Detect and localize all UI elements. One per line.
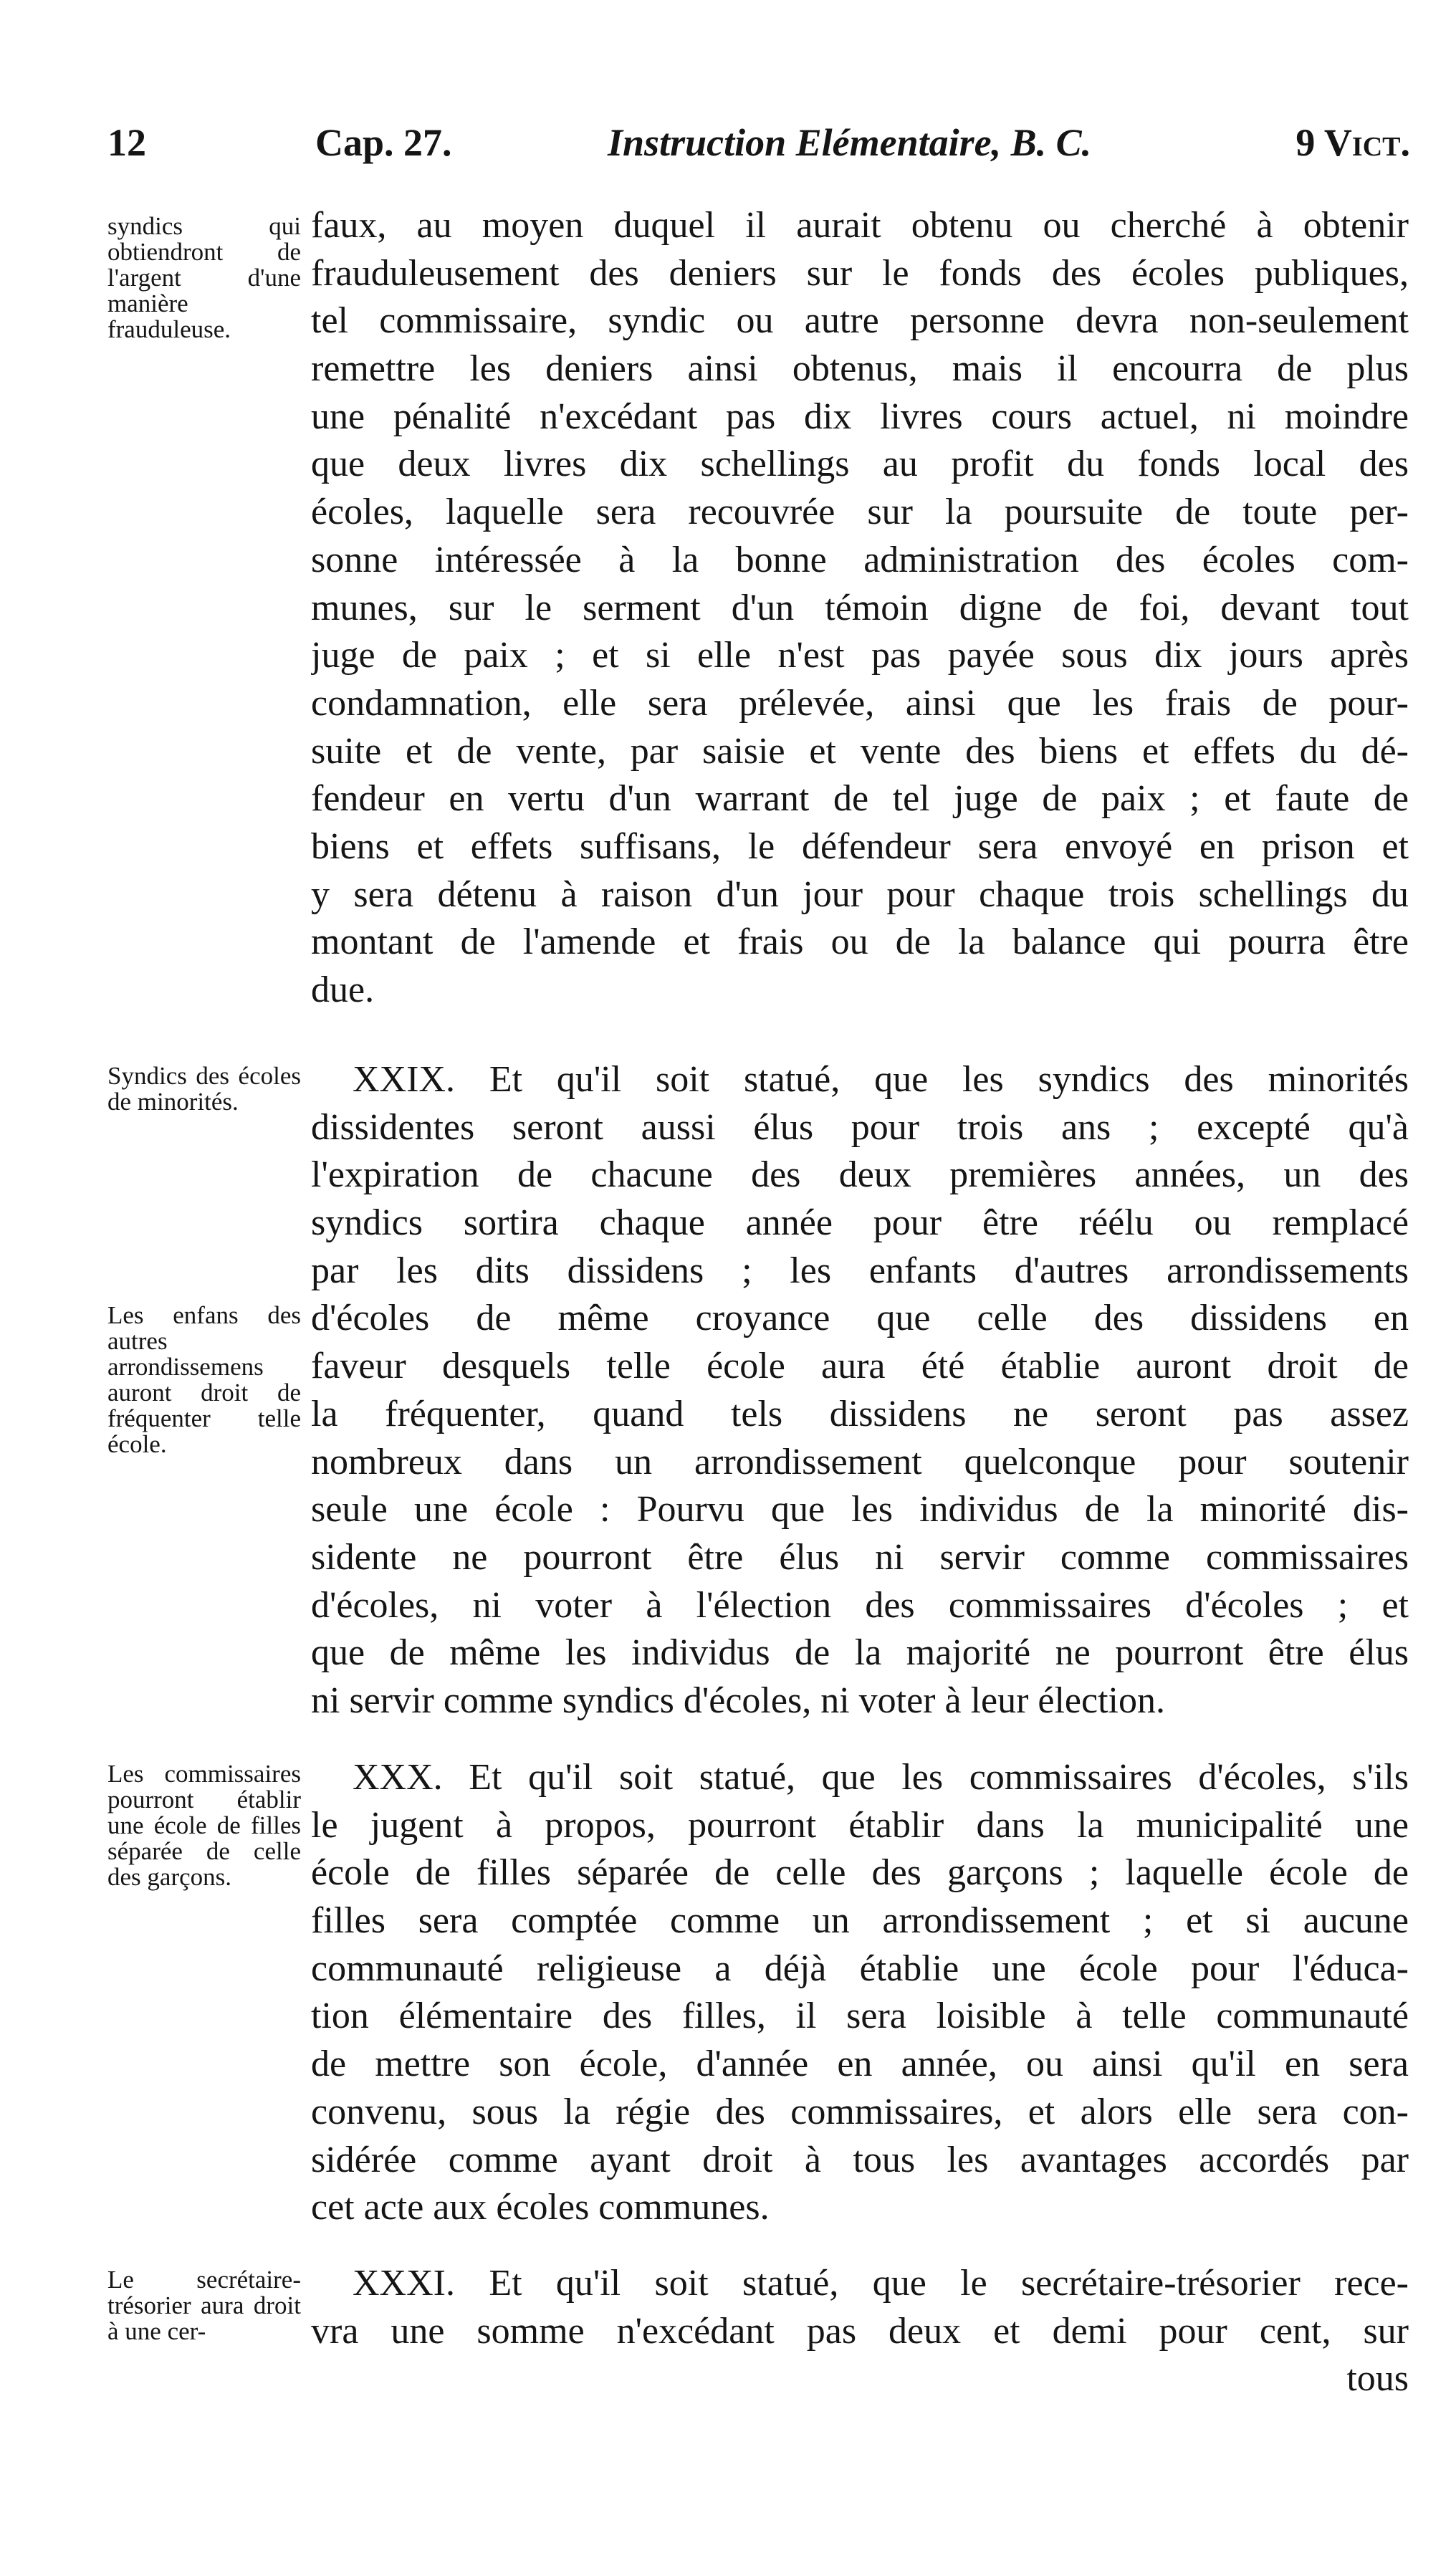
section-number: XXX. xyxy=(353,1757,443,1798)
catchword: tous xyxy=(1346,2358,1409,2400)
text-line: nombreux dans un arrondissement quelconque pour soutenir xyxy=(311,1441,1409,1482)
text-line: école de filles séparée de celle des garçons ; laquelle école de xyxy=(311,1852,1409,1894)
chapter-label: Cap. 27. xyxy=(315,121,452,164)
text-line: que deux livres dix schellings au profit du fonds local des xyxy=(311,444,1409,485)
text-line: seule une école : Pourvu que les individus de la minorité dis- xyxy=(311,1489,1409,1530)
margin-note: syndics qui obtiendront de l'argent d'une manière frauduleuse. xyxy=(107,212,301,343)
text-line: XXIX. Et qu'il soit statué, que les syndics des minorités xyxy=(353,1059,1409,1100)
text-line: le jugent à propos, pourront établir dans la municipalité une xyxy=(311,1804,1409,1846)
page-number: 12 xyxy=(107,121,146,164)
text-line: sidente ne pourront être élus ni servir comme commissaires xyxy=(311,1536,1409,1578)
paragraph xyxy=(311,202,1409,1015)
text-line: convenu, sous la régie des commissaires, et alors elle sera con- xyxy=(311,2091,1409,2132)
margin-note: Syndics des écoles de minorités. xyxy=(107,1062,301,1116)
margin-note: Le secrétaire-trésorier aura droit à une cer- xyxy=(107,2266,301,2345)
running-title: Instruction Elémentaire, B. C. xyxy=(608,121,1092,164)
text-line: dissidentes seront aussi élus pour trois ans ; excepté qu'à xyxy=(311,1106,1409,1148)
text-line: condamnation, elle sera prélevée, ainsi que les frais de pour- xyxy=(311,682,1409,724)
text-line: de mettre son école, d'année en année, ou ainsi qu'il en sera xyxy=(311,2044,1409,2085)
text-line: sonne intéressée à la bonne administration des écoles com- xyxy=(311,539,1409,580)
section-number: XXXI. xyxy=(353,2263,455,2304)
text-line: l'expiration de chacune des deux premières années, un des xyxy=(311,1154,1409,1196)
text-line: montant de l'amende et frais ou de la balance qui pourra être xyxy=(311,921,1409,963)
text-line: tel commissaire, syndic ou autre personne devra non-seulement xyxy=(311,300,1409,342)
text-line: biens et effets suffisans, le défendeur sera envoyé en prison et xyxy=(311,825,1409,867)
text-line: XXX. Et qu'il soit statué, que les commissaires d'écoles, s'ils xyxy=(353,1757,1409,1798)
margin-note: Les enfans des autres arrondissemens auront droit de fréquenter telle école. xyxy=(107,1301,301,1458)
text-line: que de même les individus de la majorité ne pourront être élus xyxy=(311,1632,1409,1674)
margin-note: Les commissaires pourront établir une école de filles séparée de celle des garçons. xyxy=(107,1760,301,1891)
text-line: faux, au moyen duquel il aurait obtenu ou cherché à obtenir xyxy=(311,205,1409,246)
text-line: syndics sortira chaque année pour être réélu ou remplacé xyxy=(311,1202,1409,1244)
text-line: d'écoles, ni voter à l'élection des commissaires d'écoles ; et xyxy=(311,1584,1409,1626)
text-line: munes, sur le serment d'un témoin digne de foi, devant tout xyxy=(311,587,1409,628)
text-line: la fréquenter, quand tels dissidens ne seront pas assez xyxy=(311,1393,1409,1434)
text-line: suite et de vente, par saisie et vente des biens et effets du dé- xyxy=(311,730,1409,772)
regnal-year: 9 Vict. xyxy=(1295,121,1410,164)
text-line: fendeur en vertu d'un warrant de tel juge de paix ; et faute de xyxy=(311,778,1409,820)
text-line: sidérée comme ayant droit à tous les avantages accordés par xyxy=(311,2139,1409,2180)
text-line: communauté religieuse a déjà établie une école pour l'éduca- xyxy=(311,1947,1409,1989)
text-line: filles sera comptée comme un arrondissement ; et si aucune xyxy=(311,1900,1409,1942)
paragraph xyxy=(311,2260,1409,2403)
text-line: ni servir comme syndics d'écoles, ni voter à leur élection. xyxy=(311,1680,1165,1721)
text-line: due. xyxy=(311,969,375,1010)
section-number: XXIX. xyxy=(353,1059,455,1100)
text-line: XXXI. Et qu'il soit statué, que le secrétaire-trésorier rece- xyxy=(353,2263,1409,2304)
text-line: une pénalité n'excédant pas dix livres cours actuel, ni moindre xyxy=(311,396,1409,437)
paragraph xyxy=(311,1754,1409,2232)
text-line: frauduleusement des deniers sur le fonds des écoles publiques, xyxy=(311,252,1409,294)
running-header xyxy=(92,120,1410,171)
text-line: y sera détenu à raison d'un jour pour chaque trois schellings du xyxy=(311,873,1409,915)
text-line: juge de paix ; et si elle n'est pas payée sous dix jours après xyxy=(311,635,1409,676)
text-line: tion élémentaire des filles, il sera loisible à telle communauté xyxy=(311,1996,1409,2037)
text-line: cet acte aux écoles communes. xyxy=(311,2187,770,2228)
text-line: d'écoles de même croyance que celle des dissidens en xyxy=(311,1298,1409,1339)
text-line: par les dits dissidens ; les enfants d'autres arrondissements xyxy=(311,1250,1409,1291)
text-line: remettre les deniers ainsi obtenus, mais il encourra de plus xyxy=(311,348,1409,390)
paragraph xyxy=(311,1056,1409,1725)
text-line: vra une somme n'excédant pas deux et demi pour cent, sur xyxy=(311,2310,1409,2352)
text-line: faveur desquels telle école aura été établie auront droit de xyxy=(311,1346,1409,1387)
text-line: écoles, laquelle sera recouvrée sur la poursuite de toute per- xyxy=(311,492,1409,533)
